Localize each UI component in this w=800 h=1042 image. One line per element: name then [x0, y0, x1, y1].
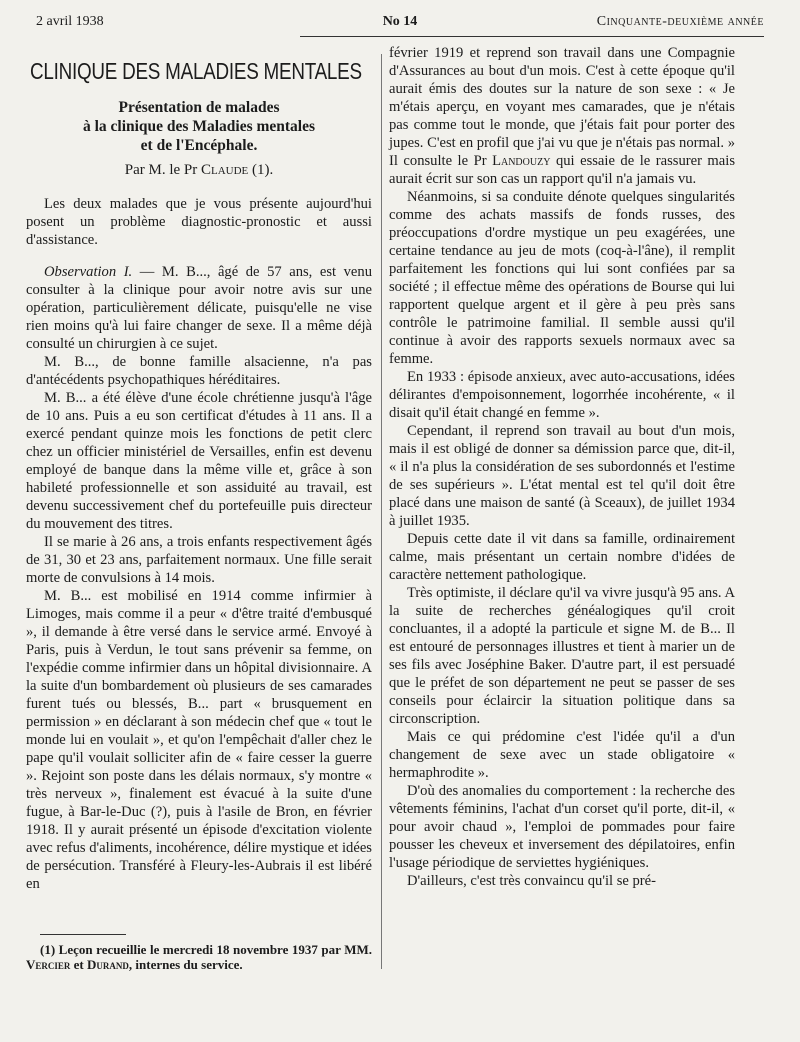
right-paragraph: D'où des anomalies du comportement : la recherche des vêtements féminins, l'achat d'un corset qu'il porte, dit-il, « pour avoir chaud », l'emploi de pommades pour faire pousser les cheveux et inversement des dépilatoires, enfin l'usage périodique de serviettes hygiéniques.	[389, 783, 735, 871]
header-date: 2 avril 1938	[36, 14, 104, 29]
author-name: Claude	[200, 162, 249, 178]
right-paragraph: Depuis cette date il vit dans sa famille, ordinairement calme, mais présentant un certain nombre d'idées de caractère nettement pathologique.	[389, 531, 735, 583]
footnote-name-2: Durand	[87, 957, 129, 972]
intro-paragraph: Les deux malades que je vous présente aujourd'hui posent un problème diagnostic-pronostic et aussi d'assistance.	[26, 196, 372, 248]
issue-number: No 14	[382, 14, 418, 29]
header-year: Cinquante-deuxième année	[596, 14, 764, 29]
author-line	[26, 161, 372, 179]
presentation-title	[26, 98, 372, 155]
right-paragraph: Mais ce qui prédomine c'est l'idée qu'il a d'un changement de sexe avec un stade obligatoire « hermaphrodite ».	[389, 729, 735, 781]
presentation-line-2: à la clinique des Maladies mentales	[82, 118, 316, 135]
footnote-text-a: (1) Leçon recueillie le mercredi 18 novembre 1937 par MM.	[40, 942, 372, 957]
landouzy-name: Landouzy	[492, 153, 551, 169]
right-paragraph: En 1933 : épisode anxieux, avec auto-accusations, idées délirantes d'empoisonnement, logorrhée incohérente, « il disait qu'il était changé en femme ».	[389, 369, 735, 421]
right-text-a: février 1919 et reprend son travail dans une Compagnie d'Assurances au bout d'un mois. C'est à cette époque qu'il aurait émis des doutes sur la nature de son sexe : « Je m'étais aperçu, en voyant mes camarades, que je n'étais pas comme tout le monde, que j'étais fait pour porter des jupes. C'est en profil que j'ai vu que je n'étais pas normal. » Il consulte le Pr	[389, 45, 735, 169]
author-suffix: (1).	[248, 162, 274, 178]
left-paragraph: M. B... est mobilisé en 1914 comme infirmier à Limoges, mais comme il a peur « d'être traité d'embusqué », il demande à être versé dans le service armé. Envoyé à Paris, puis à Verdun, le tout sans prévenir sa femme, on l'expédie comme infirmier dans un hôpital divisionnaire. A la suite d'un bombardement où plusieurs de ses camarades furent tués ou blessés, B... part « brusquement en permission » en déclarant à son médecin chef que « tout le monde lui en voulait », et qu'on l'empêchait d'aller chez le pape qu'il voulait solliciter afin de « faire cesser la guerre ». Rejoint son poste dans les délais normaux, s'y montre « très nerveux », finalement est évacué à la suite d'une fugue, à Bar-le-Duc (?), puis à l'asile de Bron, en février 1918. Il y aurait présenté un épisode d'excitation violente avec refus d'aliments, incohérence, délire mystique et idées de persécution. Transféré à Fleury-les-Aubrais il est libéré en	[26, 588, 372, 892]
right-paragraph: D'ailleurs, c'est très convaincu qu'il se pré-	[407, 873, 657, 889]
right-text-b: qui essaie de le rassurer mais aurait écrit sur son cas un rapport qu'il n'a jamais vu.	[389, 153, 735, 187]
column-divider	[381, 54, 382, 969]
footnote-rule	[40, 934, 126, 935]
right-paragraph: Néanmoins, si sa conduite dénote quelques singularités comme des achats massifs de fonds russes, des préoccupations d'ordre mystique un peu exagérées, une certaine tendance au jeu de mots (coq-à-l'âne), il remplit parfaitement les fonctions qui lui sont confiées par sa société ; il effectue même des opérations de Bourse qui lui rapportent quelque argent et il gère à peu près sans contrôle le patrimoine familial. Il semble aussi qu'il continue à avoir des rapports sexuels normaux avec sa femme.	[389, 189, 735, 367]
right-paragraph-continued	[389, 44, 735, 188]
right-column	[389, 44, 735, 890]
right-paragraph: Très optimiste, il déclare qu'il va vivre jusqu'à 95 ans. A la suite de recherches généalogiques qu'il croit concluantes, il a adopté la particule et signe M. de B... Il est entouré de personnages illustres et tient à marier un de ses fils avec Joséphine Baker. D'autre part, il est persuadé que le préfet de son département ne peut se passer de ses conseils pour éclaircir la situation politique dans sa circonscription.	[389, 585, 735, 727]
footnote-name-1: Vercier	[26, 957, 71, 972]
footnote-text-c: , internes du service.	[128, 957, 243, 972]
observation-paragraph	[26, 263, 372, 353]
left-column	[26, 54, 372, 893]
presentation-line-1: Présentation de malades	[118, 99, 280, 116]
author-prefix: Par M. le Pr	[124, 162, 201, 178]
footnote	[26, 942, 372, 972]
left-paragraph: Il se marie à 26 ans, a trois enfants respectivement âgés de 31, 30 et 23 ans, parfaitement normaux. Une fille serait morte de convulsions à 14 mois.	[26, 534, 372, 586]
presentation-line-3: et de l'Encéphale.	[140, 137, 258, 154]
observation-text: — M. B..., âgé de 57 ans, est venu consulter à la clinique pour avoir notre avis sur une opération, particulièrement délicate, puisqu'elle ne vise rien moins qu'à lui faire changer de sexe. Il a même déjà consulté un chirurgien à ce sujet.	[26, 264, 373, 352]
right-paragraph: Cependant, il reprend son travail au bout d'un mois, mais il est obligé de donner sa démission parce que, dit-il, « il n'a plus la considération de ses subordonnés et l'estime de ses supérieurs ». L'état mental est tel qu'il doit être placé dans une maison de santé (à Sceaux), de juillet 1934 à juillet 1935.	[389, 423, 735, 529]
footnote-text-b: et	[70, 957, 88, 972]
left-paragraph: M. B..., de bonne famille alsacienne, n'a pas d'antécédents psychopathiques héréditaires.	[26, 354, 372, 388]
section-title: CLINIQUE DES MALADIES MENTALES	[30, 58, 362, 84]
header-rule	[300, 36, 764, 37]
observation-label: Observation I.	[44, 264, 133, 280]
page-header	[36, 14, 764, 38]
left-paragraph: M. B... a été élève d'une école chrétienne jusqu'à l'âge de 10 ans. Puis a eu son certificat d'études à 11 ans. Il a exercé pendant quinze mois les fonctions de petit clerc chez un officier ministériel de Versailles, enfin est devenu employé de banque dans la même ville et, grâce à son habileté professionnelle et son assiduité au travail, est devenu successivement chef du portefeuille puis directeur du mouvement des titres.	[26, 390, 372, 532]
